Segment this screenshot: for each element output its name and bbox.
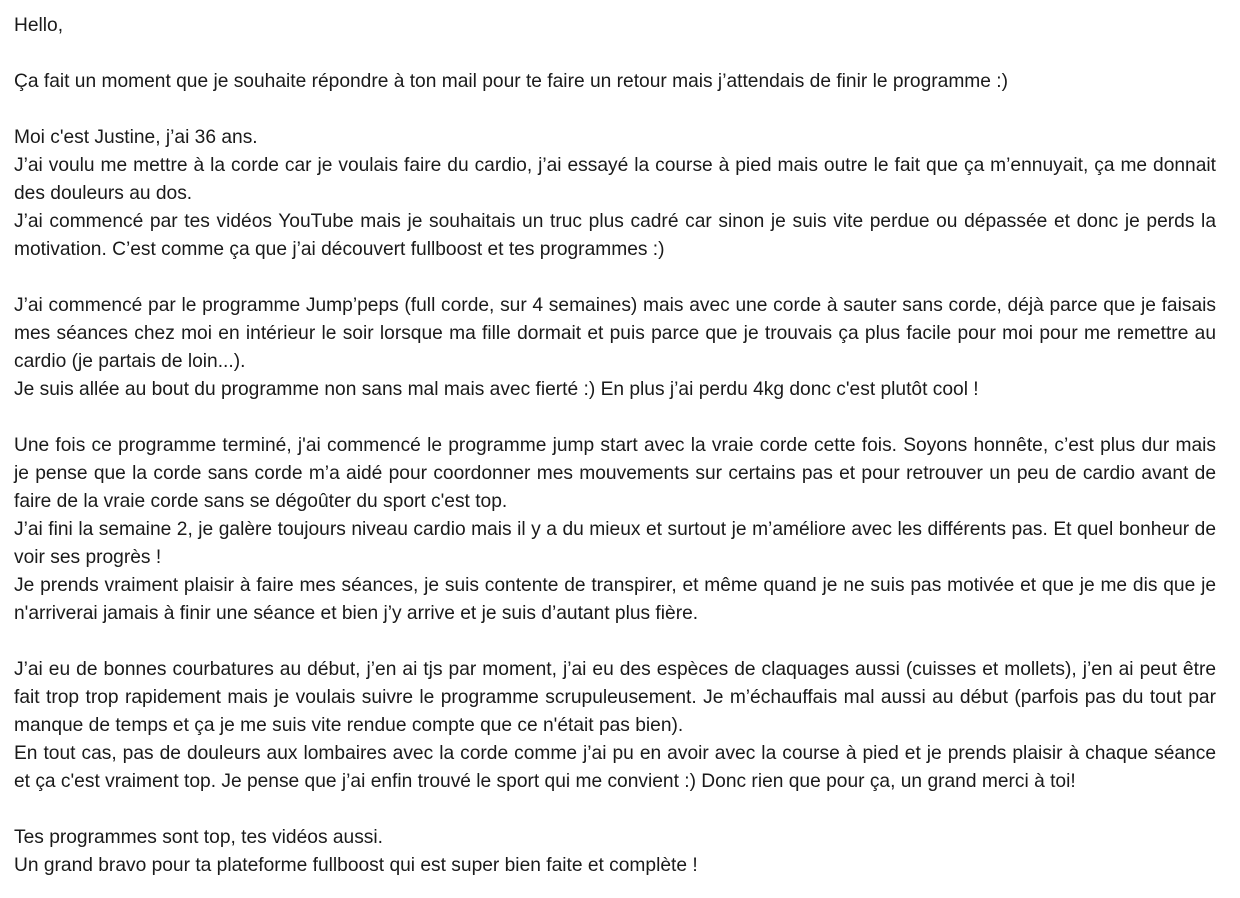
paragraph bbox=[14, 432, 1216, 628]
text-line: Hello, bbox=[14, 15, 64, 36]
paragraph bbox=[14, 12, 1216, 40]
text-line: J’ai commencé par le programme Jump’peps (full corde, sur 4 semaines) mais avec une corde à sauter sans corde, déjà parce que je faisais mes séances chez moi en intérieur le soir lorsque ma fille dormait et puis parce que je trouvais ça plus facile pour moi pour me remettre au cardio (je partais de loin...). bbox=[14, 295, 1216, 372]
text-line: Je suis allée au bout du programme non sans mal mais avec fierté :) En plus j’ai perdu 4kg donc c'est plutôt cool ! bbox=[14, 379, 979, 400]
text-line: J’ai voulu me mettre à la corde car je voulais faire du cardio, j’ai essayé la course à pied mais outre le fait que ça m’ennuyait, ça me donnait des douleurs au dos. bbox=[14, 155, 1216, 204]
text-line: J’ai eu de bonnes courbatures au début, j’en ai tjs par moment, j’ai eu des espèces de claquages aussi (cuisses et mollets), j’en ai peut être fait trop trop rapidement mais je voulais suivre le programme scrupuleusement. Je m’échauffais mal aussi au début (parfois pas du tout par manque de temps et ça je me suis vite rendue compte que ce n'était pas bien). bbox=[14, 659, 1216, 736]
paragraph bbox=[14, 292, 1216, 404]
text-line: En tout cas, pas de douleurs aux lombaires avec la corde comme j’ai pu en avoir avec la course à pied et je prends plaisir à chaque séance et ça c'est vraiment top. Je pense que j’ai enfin trouvé le sport qui me convient :) Donc rien que pour ça, un grand merci à toi! bbox=[14, 743, 1216, 792]
text-line: Un grand bravo pour ta plateforme fullboost qui est super bien faite et complète ! bbox=[14, 855, 698, 876]
paragraph bbox=[14, 824, 1216, 880]
text-line: Une fois ce programme terminé, j'ai commencé le programme jump start avec la vraie corde cette fois. Soyons honnête, c’est plus dur mais je pense que la corde sans corde m’a aidé pour coordonner mes mouvements sur certains pas et pour retrouver un peu de cardio avant de faire de la vraie corde sans se dégoûter du sport c'est top. bbox=[14, 435, 1216, 512]
text-line: J’ai fini la semaine 2, je galère toujours niveau cardio mais il y a du mieux et surtout je m’améliore avec les différents pas. Et quel bonheur de voir ses progrès ! bbox=[14, 519, 1216, 568]
text-line: Ça fait un moment que je souhaite répondre à ton mail pour te faire un retour mais j’attendais de finir le programme :) bbox=[14, 71, 1009, 92]
text-line: Je prends vraiment plaisir à faire mes séances, je suis contente de transpirer, et même quand je ne suis pas motivée et que je me dis que je n'arriverai jamais à finir une séance et bien j’y arrive et je suis d’autant plus fière. bbox=[14, 575, 1216, 624]
paragraph bbox=[14, 68, 1216, 96]
paragraph bbox=[14, 656, 1216, 796]
text-line: Moi c'est Justine, j’ai 36 ans. bbox=[14, 127, 258, 148]
text-line: J’ai commencé par tes vidéos YouTube mais je souhaitais un truc plus cadré car sinon je suis vite perdue ou dépassée et donc je perds la motivation. C’est comme ça que j’ai découvert fullboost et tes programmes :) bbox=[14, 211, 1216, 260]
paragraph bbox=[14, 124, 1216, 264]
text-line: Tes programmes sont top, tes vidéos aussi. bbox=[14, 827, 383, 848]
